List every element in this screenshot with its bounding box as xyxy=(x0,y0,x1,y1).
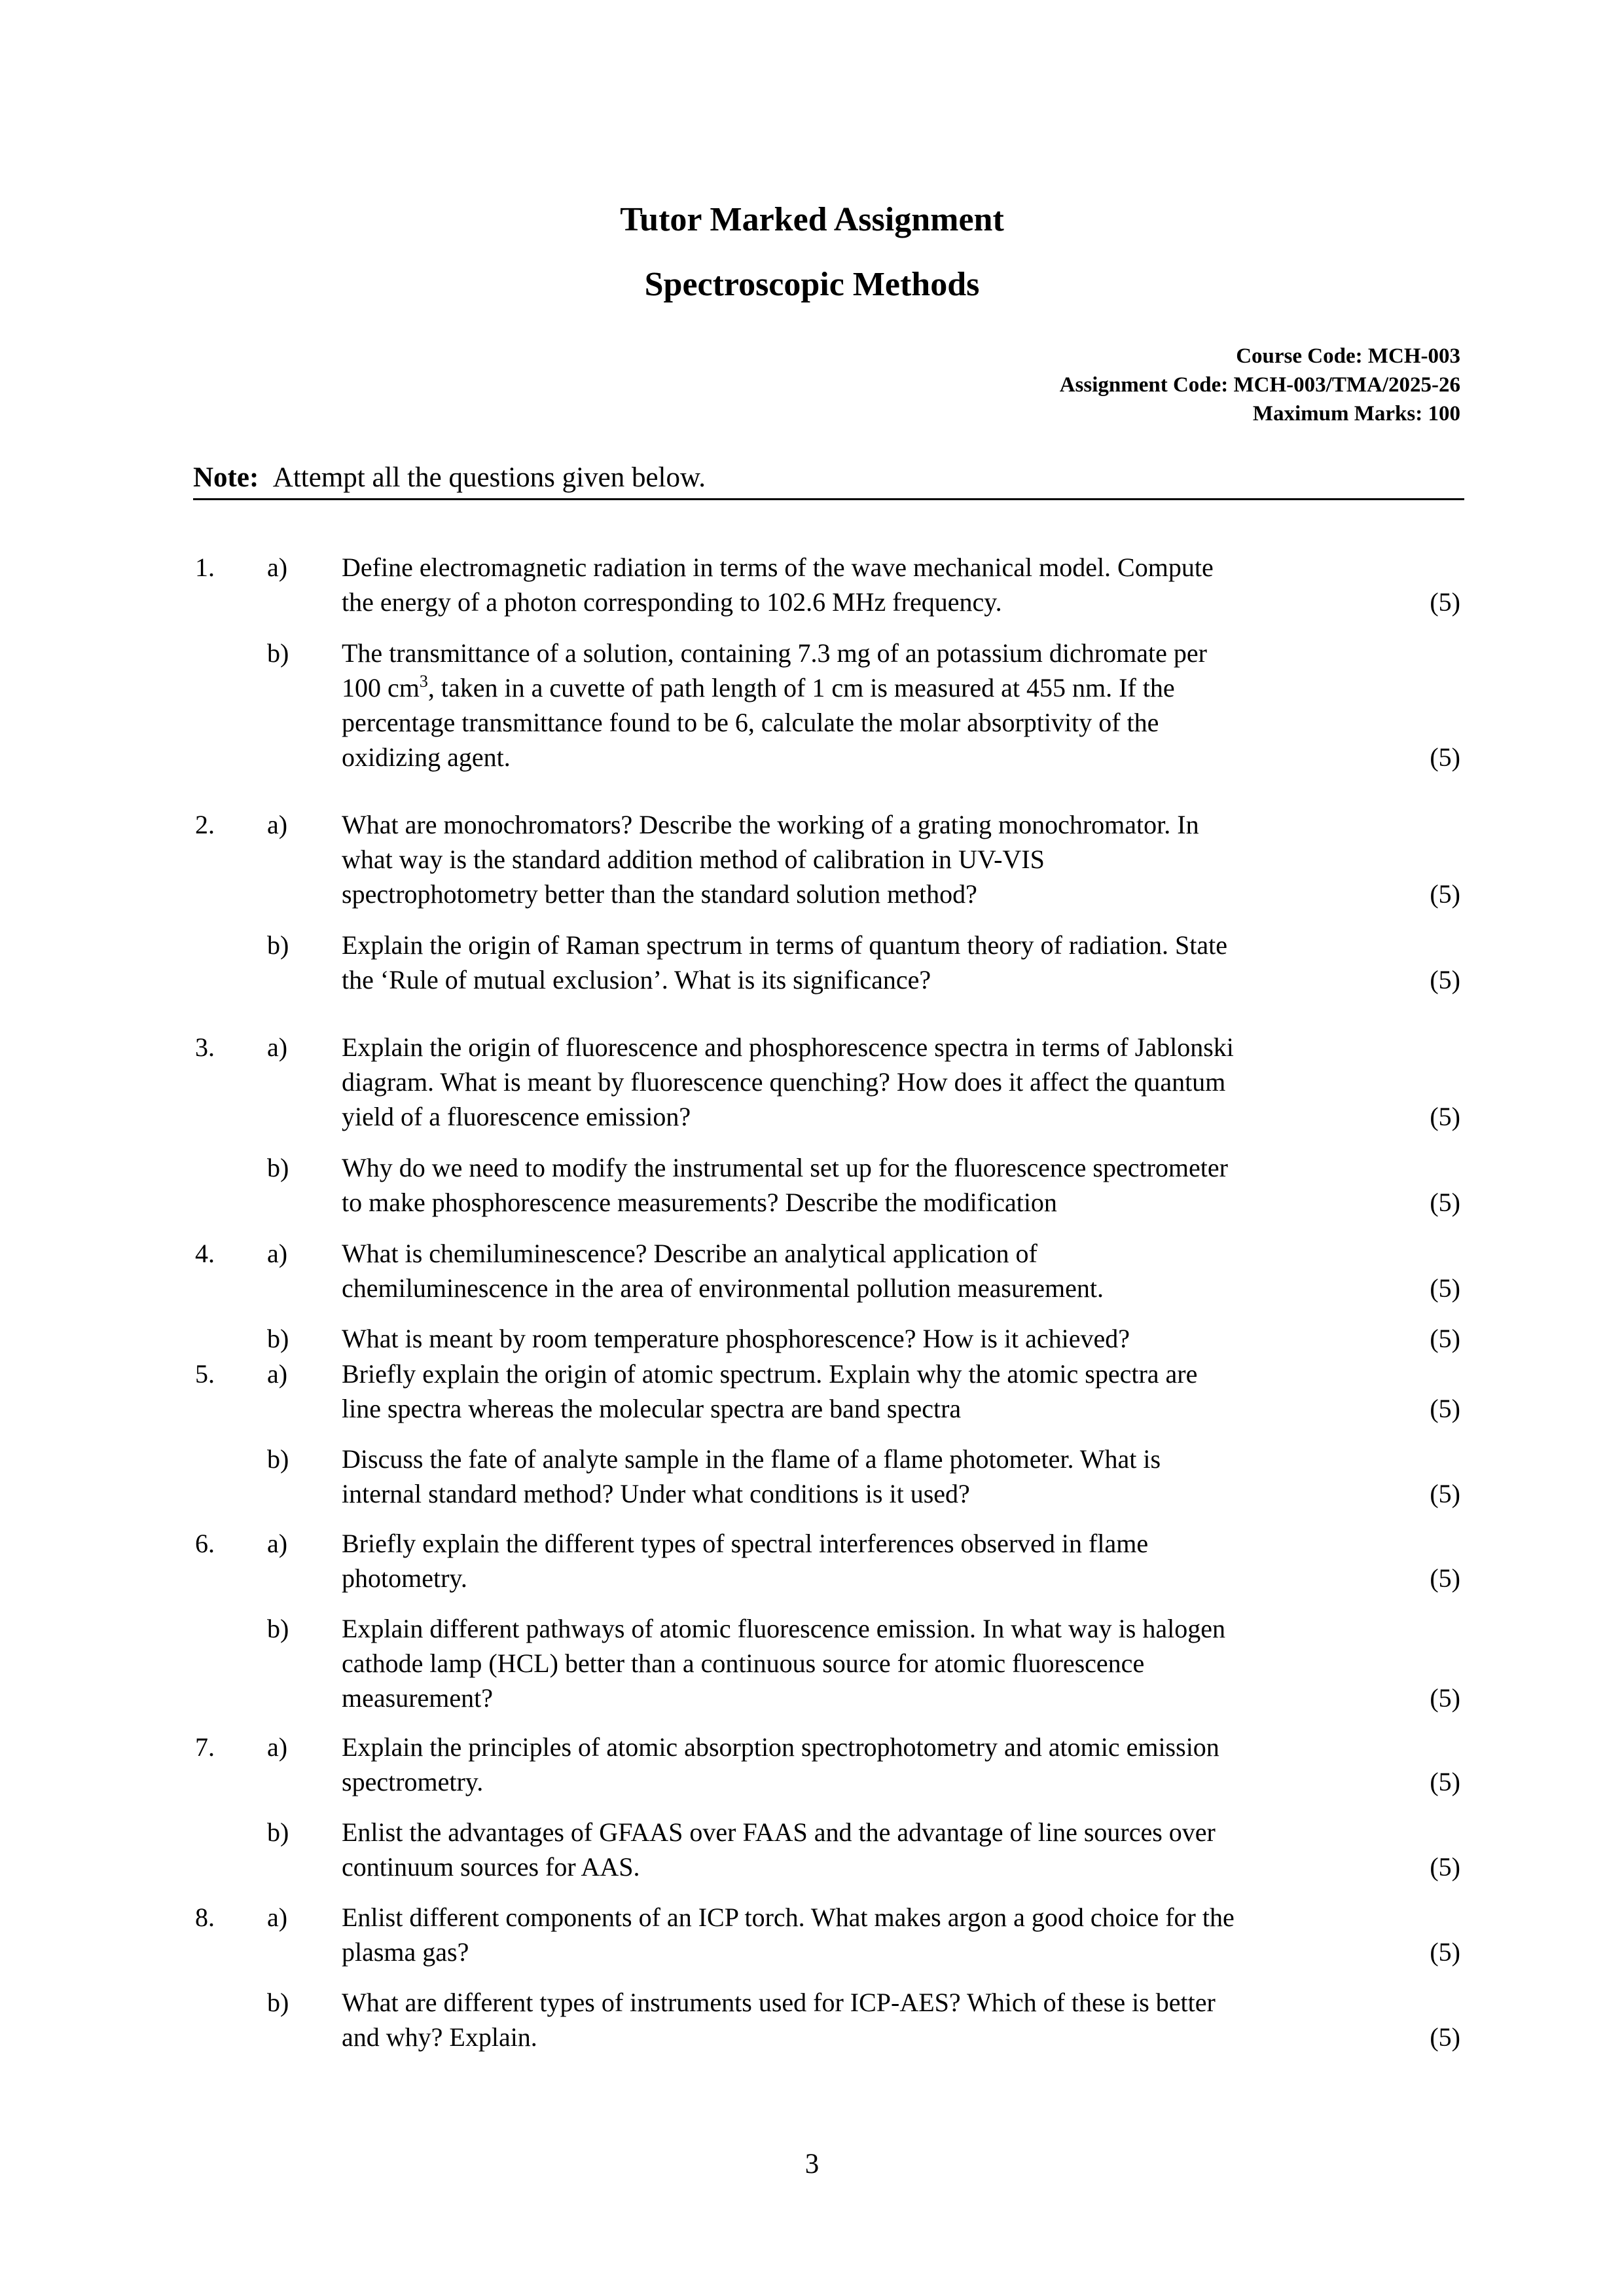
question-number: 8. xyxy=(195,1903,215,1932)
assignment-codes xyxy=(1060,342,1460,428)
part-letter: b) xyxy=(267,1153,289,1182)
question-marks: (5) xyxy=(1430,1102,1460,1131)
assignment-title: Tutor Marked Assignment xyxy=(620,201,1004,238)
part-letter: b) xyxy=(267,638,289,668)
question-text: Why do we need to modify the instrumental set up for the fluorescence spectrometer to make phosphorescence measurements? Describe the modification xyxy=(342,1153,1228,1217)
question-6b xyxy=(0,1611,1624,1715)
question-1b xyxy=(0,636,1624,774)
question-text: Explain different pathways of atomic fluorescence emission. In what way is halogen cathode lamp (HCL) better than a continuous source for atomic fluorescence measurement? xyxy=(342,1614,1225,1713)
part-letter: b) xyxy=(267,1444,289,1474)
part-letter: b) xyxy=(267,1817,289,1847)
part-letter: a) xyxy=(267,1239,288,1268)
question-number: 6. xyxy=(195,1529,215,1558)
question-text: What are monochromators? Describe the working of a grating monochromator. In what way is the standard addition method of calibration in UV-VIS spectrophotometry better than the standard solution method? xyxy=(342,810,1199,909)
assignment-code: Assignment Code: MCH-003/TMA/2025-26 xyxy=(1059,373,1460,397)
part-letter: b) xyxy=(267,1988,289,2017)
page-number: 3 xyxy=(804,2149,820,2179)
question-marks: (5) xyxy=(1430,1563,1460,1593)
part-letter: a) xyxy=(267,1359,288,1389)
part-letter: b) xyxy=(267,930,289,960)
superscript: 3 xyxy=(419,672,428,691)
question-marks: (5) xyxy=(1430,1852,1460,1882)
question-marks: (5) xyxy=(1430,1188,1460,1217)
question-text: Enlist different components of an ICP torch. What makes argon a good choice for the plasma gas? xyxy=(342,1903,1235,1967)
question-8a xyxy=(0,1900,1624,1969)
question-marks: (5) xyxy=(1430,1937,1460,1967)
note-label: Note: xyxy=(193,462,259,493)
question-number: 3. xyxy=(195,1032,215,1062)
question-text: Briefly explain the origin of atomic spectrum. Explain why the atomic spectra are line spectra whereas the molecular spectra are band spectra xyxy=(342,1359,1198,1423)
question-text xyxy=(342,636,1382,774)
question-2b xyxy=(0,928,1624,997)
question-marks: (5) xyxy=(1430,1479,1460,1508)
question-text-before: The transmittance of a solution, containing 7.3 mg of an potassium dichromate per 100 cm xyxy=(342,638,1207,702)
question-marks: (5) xyxy=(1430,1394,1460,1423)
part-letter: a) xyxy=(267,553,288,582)
question-marks: (5) xyxy=(1430,879,1460,909)
note-text: Attempt all the questions given below. xyxy=(272,462,706,493)
question-7b xyxy=(0,1815,1624,1884)
question-number: 4. xyxy=(195,1239,215,1268)
question-1a xyxy=(0,550,1624,619)
question-number: 2. xyxy=(195,810,215,839)
question-5a xyxy=(0,1357,1624,1426)
question-number: 1. xyxy=(195,553,215,582)
question-3a xyxy=(0,1030,1624,1134)
question-text: Explain the origin of Raman spectrum in terms of quantum theory of radiation. State the ‘Rule of mutual exclusion’. What is its significance? xyxy=(342,930,1228,994)
question-marks: (5) xyxy=(1430,965,1460,994)
part-letter: a) xyxy=(267,810,288,839)
course-code: Course Code: MCH-003 xyxy=(1236,344,1460,368)
part-letter: b) xyxy=(267,1324,289,1353)
question-4a xyxy=(0,1236,1624,1305)
question-text: Discuss the fate of analyte sample in the flame of a flame photometer. What is internal standard method? Under what conditions is it used? xyxy=(342,1444,1161,1508)
question-3b xyxy=(0,1150,1624,1220)
question-text: What are different types of instruments used for ICP-AES? Which of these is better and why? Explain. xyxy=(342,1988,1216,2052)
question-7a xyxy=(0,1730,1624,1799)
question-marks: (5) xyxy=(1430,1273,1460,1303)
question-text: Explain the origin of fluorescence and phosphorescence spectra in terms of Jablonski diagram. What is meant by fluorescence quenching? How does it affect the quantum yield of a fluorescence emission? xyxy=(342,1032,1234,1131)
question-marks: (5) xyxy=(1430,2022,1460,2052)
question-number: 5. xyxy=(195,1359,215,1389)
part-letter: b) xyxy=(267,1614,289,1643)
header-divider xyxy=(193,498,1464,500)
question-text: What is chemiluminescence? Describe an analytical application of chemiluminescence in the area of environmental pollution measurement. xyxy=(342,1239,1104,1303)
question-text: Enlist the advantages of GFAAS over FAAS and the advantage of line sources over continuum sources for AAS. xyxy=(342,1817,1216,1882)
question-marks: (5) xyxy=(1430,1324,1460,1353)
question-6a xyxy=(0,1526,1624,1595)
question-marks: (5) xyxy=(1430,587,1460,617)
assignment-subtitle: Spectroscopic Methods xyxy=(644,266,980,303)
question-text: What is meant by room temperature phosphorescence? How is it achieved? xyxy=(342,1324,1130,1353)
maximum-marks: Maximum Marks: 100 xyxy=(1252,402,1460,426)
part-letter: a) xyxy=(267,1032,288,1062)
part-letter: a) xyxy=(267,1903,288,1932)
question-text-after: , taken in a cuvette of path length of 1 cm is measured at 455 nm. If the percentage transmittance found to be 6, calculate the molar absorptivity of the oxidizing agent. xyxy=(342,673,1175,772)
question-4b xyxy=(0,1321,1624,1356)
question-marks: (5) xyxy=(1430,742,1460,772)
question-2a xyxy=(0,807,1624,911)
question-text: Define electromagnetic radiation in terms of the wave mechanical model. Compute the energy of a photon corresponding to 102.6 MHz frequency. xyxy=(342,553,1214,617)
part-letter: a) xyxy=(267,1529,288,1558)
note xyxy=(193,461,706,495)
question-marks: (5) xyxy=(1430,1767,1460,1796)
question-8b xyxy=(0,1985,1624,2054)
question-number: 7. xyxy=(195,1732,215,1762)
question-text: Explain the principles of atomic absorption spectrophotometry and atomic emission spectrometry. xyxy=(342,1732,1219,1796)
question-5b xyxy=(0,1442,1624,1511)
part-letter: a) xyxy=(267,1732,288,1762)
question-text: Briefly explain the different types of spectral interferences observed in flame photometry. xyxy=(342,1529,1149,1593)
question-marks: (5) xyxy=(1430,1683,1460,1713)
